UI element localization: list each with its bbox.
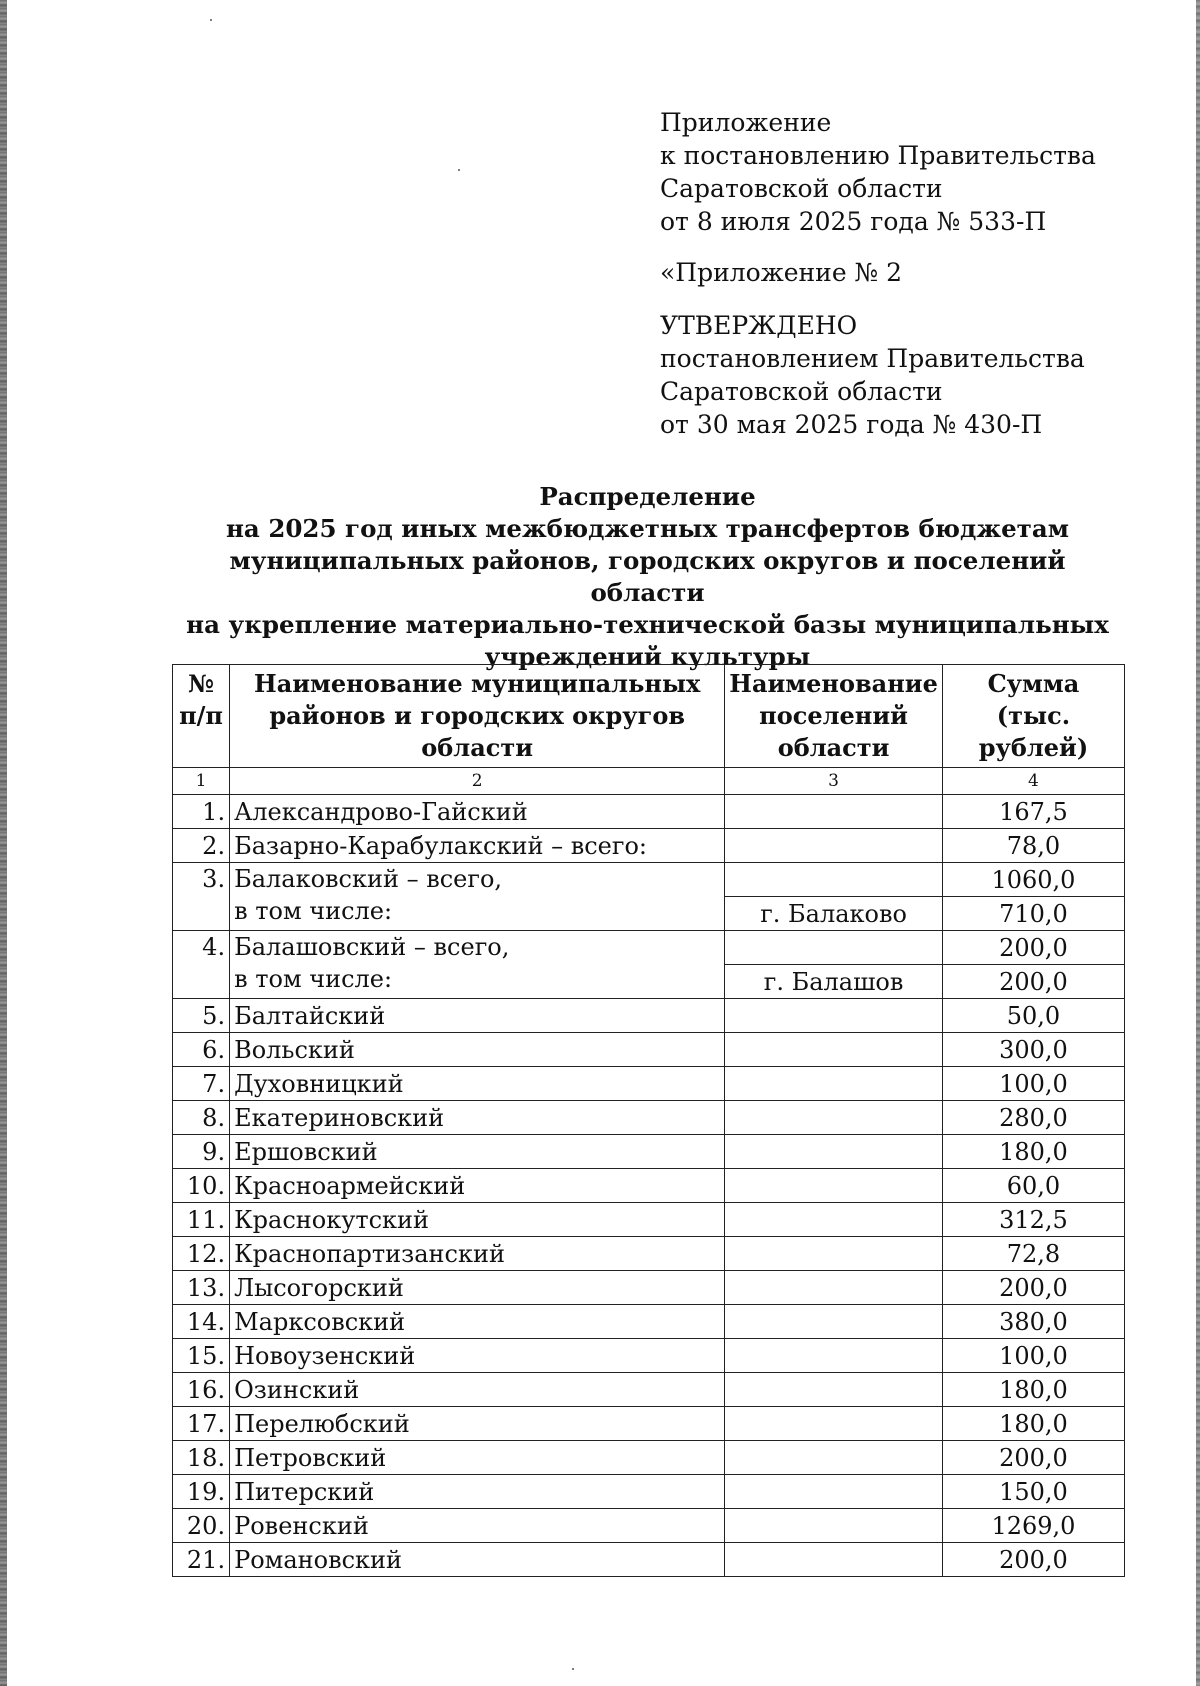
district-name: Базарно-Карабулакский – всего:: [230, 829, 725, 863]
header-text: области: [777, 733, 890, 762]
table-row: [173, 1373, 1125, 1407]
row-number: 11.: [173, 1203, 230, 1237]
district-name: Екатериновский: [230, 1101, 725, 1135]
row-number: 10.: [173, 1169, 230, 1203]
amount: 1269,0: [942, 1509, 1124, 1543]
row-number: 5.: [173, 999, 230, 1033]
scan-edge-left: [0, 0, 7, 1686]
settlement-name: [725, 1135, 943, 1169]
row-number: 17.: [173, 1407, 230, 1441]
district-name-text: Балашовский – всего,: [234, 933, 510, 961]
column-number: 2: [230, 768, 725, 795]
settlement-name: [725, 1305, 943, 1339]
row-number: 21.: [173, 1543, 230, 1577]
district-name: Ершовский: [230, 1135, 725, 1169]
header-amount: [942, 665, 1124, 768]
row-number: 12.: [173, 1237, 230, 1271]
row-number: 20.: [173, 1509, 230, 1543]
header-text: районов и городских округов области: [269, 701, 686, 762]
table-row: [173, 1543, 1125, 1577]
settlement-name: [725, 1339, 943, 1373]
header-line: Саратовской области: [660, 377, 943, 406]
settlement-name: [725, 863, 943, 897]
table-row: [173, 1509, 1125, 1543]
settlement-name: [725, 1271, 943, 1305]
settlement-name: [725, 1441, 943, 1475]
header-text: №: [187, 669, 215, 698]
settlement-name: [725, 999, 943, 1033]
amount: 200,0: [942, 1441, 1124, 1475]
column-number: 3: [725, 768, 943, 795]
district-name: Марксовский: [230, 1305, 725, 1339]
district-name: Александрово-Гайский: [230, 795, 725, 829]
settlement-name: [725, 1067, 943, 1101]
table-row: [173, 1339, 1125, 1373]
district-name: Духовницкий: [230, 1067, 725, 1101]
row-number: 7.: [173, 1067, 230, 1101]
table-row: [173, 795, 1125, 829]
amount: 710,0: [942, 897, 1124, 931]
row-number: 18.: [173, 1441, 230, 1475]
amount: 1060,0: [942, 863, 1124, 897]
amount: 300,0: [942, 1033, 1124, 1067]
row-number: 9.: [173, 1135, 230, 1169]
table-row: [173, 1271, 1125, 1305]
table-row: [173, 1305, 1125, 1339]
district-name: Красноармейский: [230, 1169, 725, 1203]
appendix-reference: «Приложение № 2: [660, 258, 903, 287]
amount: 200,0: [942, 1543, 1124, 1577]
amount: 180,0: [942, 1373, 1124, 1407]
amount: 200,0: [942, 1271, 1124, 1305]
table-row: [173, 1237, 1125, 1271]
settlement-name: [725, 1407, 943, 1441]
settlement-name: [725, 1509, 943, 1543]
amount: 200,0: [942, 931, 1124, 965]
table-row: [173, 999, 1125, 1033]
district-name: Балтайский: [230, 999, 725, 1033]
table-row: [173, 931, 1125, 965]
scan-speck: [572, 1668, 574, 1670]
title-line: на 2025 год иных межбюджетных трансфертов бюджетам: [226, 514, 1069, 543]
district-name: Ровенский: [230, 1509, 725, 1543]
title-line: учреждений культуры: [484, 642, 811, 671]
table-row: [173, 863, 1125, 897]
header-text: (тыс. рублей): [978, 701, 1089, 762]
approved-label: УТВЕРЖДЕНО: [660, 311, 858, 340]
table-row: [173, 1067, 1125, 1101]
scan-edge-right: [1196, 0, 1200, 1686]
settlement-name: г. Балашов: [725, 965, 943, 999]
row-number: 19.: [173, 1475, 230, 1509]
table-row: [173, 1101, 1125, 1135]
district-name: Краснокутский: [230, 1203, 725, 1237]
row-number: 15.: [173, 1339, 230, 1373]
amount: 280,0: [942, 1101, 1124, 1135]
distribution-table: [172, 664, 1125, 1577]
district-name: Озинский: [230, 1373, 725, 1407]
row-number: 6.: [173, 1033, 230, 1067]
scan-speck: [210, 19, 212, 21]
scan-speck: [458, 169, 460, 171]
district-name: [230, 863, 725, 931]
settlement-name: [725, 1033, 943, 1067]
amount: 180,0: [942, 1407, 1124, 1441]
row-number: 14.: [173, 1305, 230, 1339]
amount: 312,5: [942, 1203, 1124, 1237]
header-line: Саратовской области: [660, 174, 943, 203]
settlement-name: [725, 795, 943, 829]
title-line: муниципальных районов, городских округов и поселений области: [229, 546, 1066, 607]
settlement-name: [725, 1101, 943, 1135]
header-district: [230, 665, 725, 768]
row-number: 3.: [173, 863, 230, 931]
column-number: 1: [173, 768, 230, 795]
district-name: Петровский: [230, 1441, 725, 1475]
table-row: [173, 1475, 1125, 1509]
amount: 200,0: [942, 965, 1124, 999]
district-name: Лысогорский: [230, 1271, 725, 1305]
district-name: [230, 931, 725, 999]
district-name: Вольский: [230, 1033, 725, 1067]
amount: 72,8: [942, 1237, 1124, 1271]
district-name: Новоузенский: [230, 1339, 725, 1373]
row-number: 13.: [173, 1271, 230, 1305]
header-num: [173, 665, 230, 768]
settlement-name: [725, 1203, 943, 1237]
district-name: Краснопартизанский: [230, 1237, 725, 1271]
header-line: к постановлению Правительства: [660, 141, 1096, 170]
document-title: [170, 481, 1125, 673]
amount: 100,0: [942, 1339, 1124, 1373]
row-number: 4.: [173, 931, 230, 999]
amount: 60,0: [942, 1169, 1124, 1203]
settlement-name: [725, 1543, 943, 1577]
header-line: Приложение: [660, 108, 832, 137]
row-number: 16.: [173, 1373, 230, 1407]
table-row: [173, 1033, 1125, 1067]
settlement-name: [725, 1475, 943, 1509]
amount: 50,0: [942, 999, 1124, 1033]
column-number-row: [173, 768, 1125, 795]
title-line: Распределение: [539, 482, 756, 511]
settlement-name: [725, 931, 943, 965]
header-text: Наименование муниципальных: [254, 669, 701, 698]
amount: 100,0: [942, 1067, 1124, 1101]
amount: 78,0: [942, 829, 1124, 863]
settlement-name: [725, 1237, 943, 1271]
amount: 150,0: [942, 1475, 1124, 1509]
district-name: Питерский: [230, 1475, 725, 1509]
district-name-text: Балаковский – всего,: [234, 865, 503, 893]
header-text: Сумма: [987, 669, 1080, 698]
header-text: поселений: [759, 701, 908, 730]
row-number: 1.: [173, 795, 230, 829]
table-row: [173, 1203, 1125, 1237]
header-settlement: [725, 665, 943, 768]
header-line: от 8 июля 2025 года № 533-П: [660, 207, 1047, 236]
settlement-name: [725, 829, 943, 863]
title-line: на укрепление материально-технической базы муниципальных: [186, 610, 1109, 639]
row-number: 8.: [173, 1101, 230, 1135]
header-text: Наименование: [729, 669, 938, 698]
table-row: [173, 1407, 1125, 1441]
settlement-name: [725, 1373, 943, 1407]
header-text: п/п: [179, 701, 223, 730]
header-line: постановлением Правительства: [660, 344, 1085, 373]
settlement-name: [725, 1169, 943, 1203]
row-number: 2.: [173, 829, 230, 863]
table-row: [173, 1169, 1125, 1203]
district-name: Романовский: [230, 1543, 725, 1577]
approval-header: [660, 106, 1160, 441]
column-number: 4: [942, 768, 1124, 795]
table-row: [173, 1441, 1125, 1475]
table-header-row: [173, 665, 1125, 768]
settlement-name: г. Балаково: [725, 897, 943, 931]
header-line: от 30 мая 2025 года № 430-П: [660, 410, 1043, 439]
district-name: Перелюбский: [230, 1407, 725, 1441]
district-sub-label: в том числе:: [234, 897, 393, 925]
table-row: [173, 829, 1125, 863]
amount: 167,5: [942, 795, 1124, 829]
amount: 180,0: [942, 1135, 1124, 1169]
district-sub-label: в том числе:: [234, 965, 393, 993]
amount: 380,0: [942, 1305, 1124, 1339]
table-row: [173, 1135, 1125, 1169]
